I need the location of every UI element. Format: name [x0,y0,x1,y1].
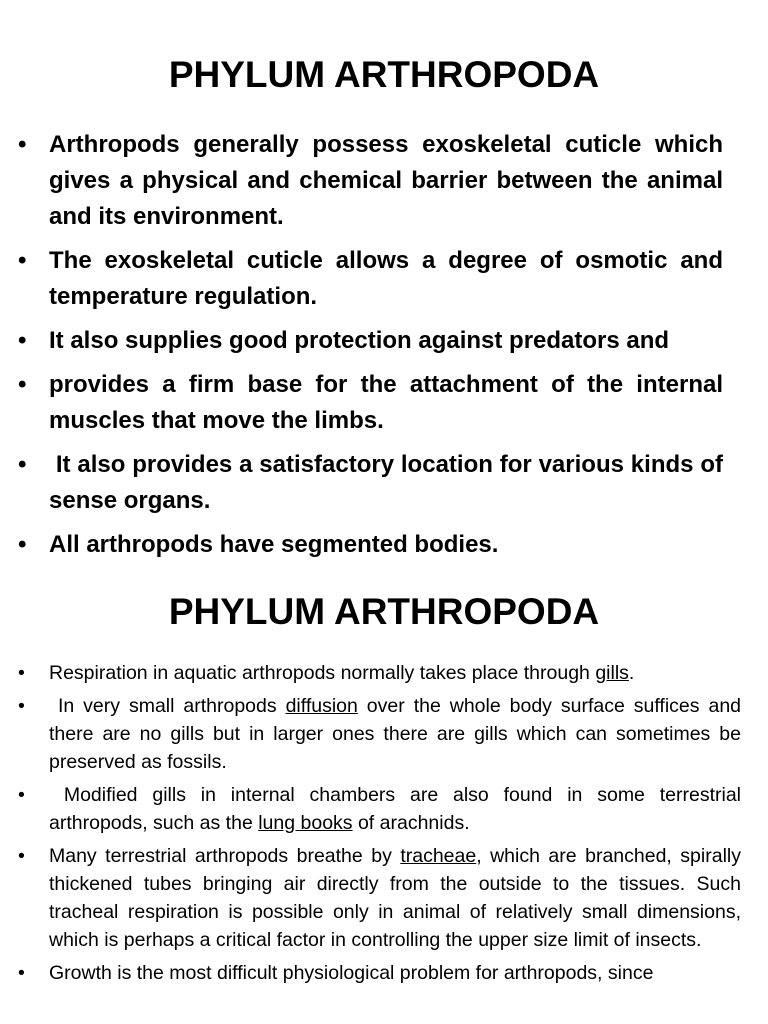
bullet-diffusion [18,692,741,776]
slide-1-title: PHYLUM ARTHROPODA [168,54,600,95]
bullet-sense-organs: • It also provides a satisfactory location for various kinds of sense organs. [18,447,723,519]
bullet-text: Modified gills in internal chambers are also found in some terrestrial arthropods, such as the [49,784,741,834]
slide-2-bullet-list [18,659,741,992]
bullet-text: of arachnids. [352,812,470,834]
bullet-text: Respiration in aquatic arthropods normally takes place through [49,662,596,684]
bullet-respiration-gills [18,659,741,687]
bullet-muscle-attachment: • provides a firm base for the attachment of the internal muscles that move the limbs. [18,367,723,439]
tracheae-link[interactable]: tracheae [400,845,477,867]
slide-1-bullet-list [18,127,723,571]
bullet-protection-predators: • It also supplies good protection against predators and [18,323,723,359]
bullet-modified-gills [18,781,741,837]
lung-books-link[interactable]: lung books [258,812,353,834]
gills-link[interactable]: gills [595,662,629,684]
bullet-growth: • Growth is the most difficult physiological problem for arthropods, since [18,959,741,987]
diffusion-link[interactable]: diffusion [285,695,358,717]
slide-2 [0,575,768,1024]
bullet-text: Many terrestrial arthropods breathe by [49,845,401,867]
bullet-text: . [628,662,635,684]
bullet-text: In very small arthropods [49,695,286,717]
bullet-segmented-bodies: • All arthropods have segmented bodies. [18,527,723,563]
bullet-tracheae [18,842,741,954]
bullet-text: over the whole body surface suffices and there are no gills but in larger ones there are gills which can sometimes be preserved as fossils. [49,695,742,773]
bullet-exoskeletal-cuticle: • Arthropods generally possess exoskeletal cuticle which gives a physical and chemical barrier between the animal and its environment. [18,127,723,235]
slide-2-title: PHYLUM ARTHROPODA [168,591,600,632]
bullet-osmotic-regulation: • The exoskeletal cuticle allows a degree of osmotic and temperature regulation. [18,243,723,315]
bullet-text: , which are branched, spirally thickened tubes bringing air directly from the outside to the tissues. Such tracheal respiration is possible only in animal of relatively small dimensions, which is perhaps a critical factor in controlling the upper size limit of insects. [49,845,741,951]
